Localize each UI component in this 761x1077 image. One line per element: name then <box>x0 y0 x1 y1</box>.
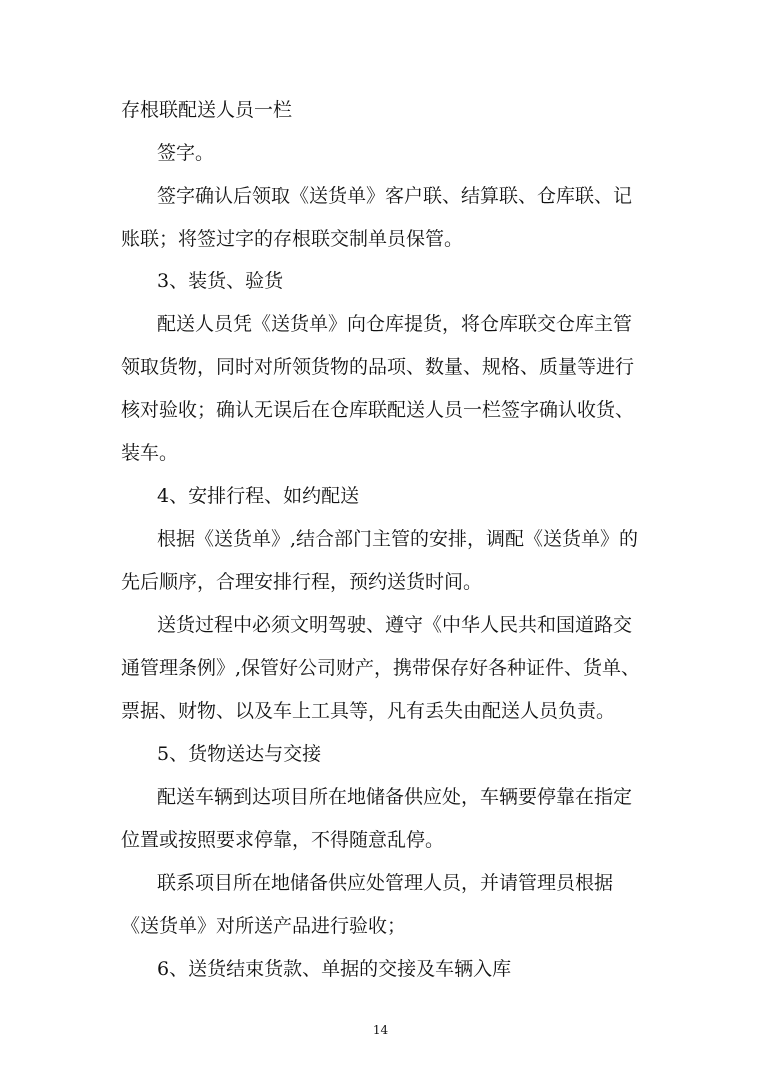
page-number: 14 <box>372 1023 389 1037</box>
text-line: 账联；将签过字的存根联交制单员保管。 <box>121 228 464 250</box>
text-line: 《送货单》对所送产品进行验收； <box>121 915 407 937</box>
text-line: 签字确认后领取《送货单》客户联、结算联、仓库联、记 <box>157 185 633 207</box>
text-line: 位置或按照要求停靠，不得随意乱停。 <box>121 829 445 851</box>
text-line: 联系项目所在地储备供应处管理人员，并请管理员根据 <box>157 872 614 894</box>
text-line: 存根联配送人员一栏 <box>121 99 293 121</box>
text-line: 核对验收；确认无误后在仓库联配送人员一栏签字确认收货、 <box>121 399 635 421</box>
text-line: 送货过程中必须文明驾驶、遵守《中华人民共和国道路交 <box>157 614 633 636</box>
text-line: 票据、财物、以及车上工具等，凡有丢失由配送人员负责。 <box>121 700 616 722</box>
text-line: 先后顺序，合理安排行程，预约送货时间。 <box>121 571 483 593</box>
section-heading: 5、货物送达与交接 <box>157 743 322 765</box>
text-line: 装车。 <box>121 442 179 464</box>
text-line: 签字。 <box>157 142 215 164</box>
section-heading: 4、安排行程、如约配送 <box>157 485 360 507</box>
text-line: 配送车辆到达项目所在地储备供应处，车辆要停靠在指定 <box>157 786 633 808</box>
text-line: 通管理条例》,保管好公司财产，携带保存好各种证件、货单、 <box>121 657 641 679</box>
section-heading: 6、送货结束货款、单据的交接及车辆入库 <box>157 958 512 980</box>
section-heading: 3、装货、验货 <box>157 270 284 292</box>
text-line: 领取货物，同时对所领货物的品项、数量、规格、质量等进行 <box>121 356 635 378</box>
text-line: 配送人员凭《送货单》向仓库提货，将仓库联交仓库主管 <box>157 313 633 335</box>
text-line: 根据《送货单》,结合部门主管的安排，调配《送货单》的 <box>157 528 639 550</box>
